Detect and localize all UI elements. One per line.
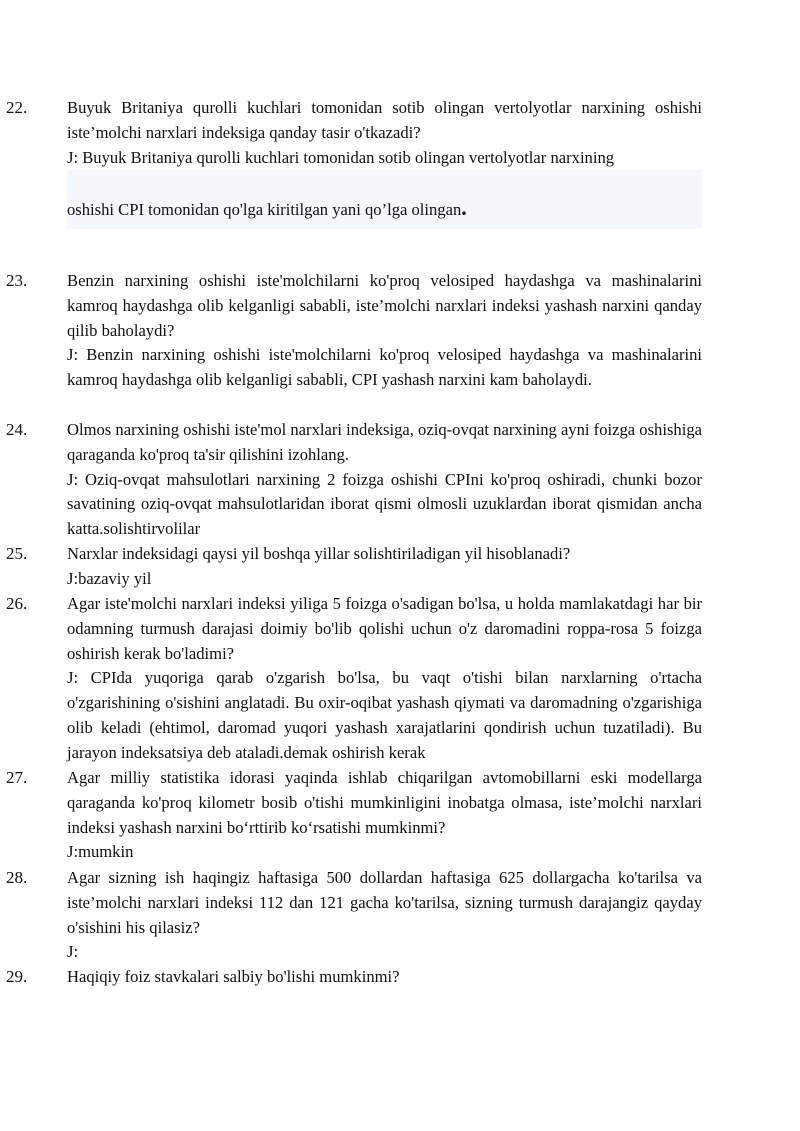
answer-text: J: [67,942,79,962]
question-text: Olmos narxining oshishi iste'mol narxlari indeksiga, oziq-ovqat narxining ayni foizga oshishiga qaraganda ko'proq ta'sir qilishini izohlang. [67,420,702,464]
answer-text: J: CPIda yuqoriga qarab o'zgarish bo'lsa, bu vaqt o'tishi bilan narxlarning o'rtacha o'zgarishining o'sishini anglatadi. Bu oxir-oqibat yashash qiymati va daromadning o'zgarishiga olib keladi (ehtimol, daromad yuqori yashash xarajatlarini qondirish uchun tuzatiladi). Bu jarayon indeksatsiya deb ataladi.demak oshirish kerak [67,668,702,762]
question-number: 29. [6,967,28,986]
question-body [67,418,702,542]
answer-line: oshishi CPI tomonidan qo'lga kiritilgan yani qo’lga olingan [67,200,462,220]
question-text: Narxlar indeksidagi qaysi yil boshqa yillar solishtiriladigan yil hisoblanadi? [67,544,571,563]
question-number: 28. [6,868,28,887]
question-number: 26. [6,594,28,613]
question-number: 22. [6,98,28,117]
question-body [67,269,702,393]
question-number: 24. [6,420,28,439]
question-text: Buyuk Britaniya qurolli kuchlari tomonidan sotib olingan vertolyotlar narxining oshishi iste’molchi narxlari indeksiga qanday tasir o'tkazadi? [67,98,702,142]
answer-text: J:mumkin [67,842,134,862]
question-body [67,866,702,965]
question-text: Haqiqiy foiz stavkalari salbiy bo'lishi mumkinmi? [67,967,400,986]
question-body [67,96,702,229]
answer-period: . [461,195,467,221]
question-body [67,542,702,592]
question-text: Agar milliy statistika idorasi yaqinda ishlab chiqarilgan avtomobillarni eski modellarga qaraganda ko'proq kilometr bosib o'tishi mumkinligini inobatga olmasa, iste’molchi narxlari indeksi yashash narxini bo‘rttirib ko‘rsatishi mumkinmi? [67,768,702,837]
question-body [67,592,702,766]
question-number: 23. [6,271,28,290]
question-number: 27. [6,768,28,787]
answer-line: J: Buyuk Britaniya qurolli kuchlari tomonidan sotib olingan vertolyotlar narxining [67,147,615,167]
question-body [67,766,702,865]
question-number: 25. [6,544,28,563]
answer-text: J:bazaviy yil [67,568,152,588]
question-body [67,965,702,990]
answer-text: J: Oziq-ovqat mahsulotlari narxining 2 foizga oshishi CPIni ko'proq oshiradi, chunki bozor savatining oziq-ovqat mahsulotlaridan iborat qismi olmosli uzuklardan iborat qismidan ancha katta.solishtirvolilar [67,469,702,539]
question-text: Benzin narxining oshishi iste'molchilarni ko'proq velosiped haydashga va mashinalarini kamroq haydashga olib kelganligi sababli, iste’molchi narxlari indeksi yashash narxini qanday qilib baholaydi? [67,271,702,340]
question-text: Agar sizning ish haqingiz haftasiga 500 dollardan haftasiga 625 dollargacha ko'tarilsa va iste’molchi narxlari indeksi 112 dan 121 gacha ko'tarilsa, sizning turmush darajangiz qayday o'sishini his qilasiz? [67,868,702,937]
question-text: Agar iste'molchi narxlari indeksi yiliga 5 foizga o'sadigan bo'lsa, u holda mamlakatdagi har bir odamning turmush darajasi doimiy bo'lib qolishi uchun o'z daromadini roppa-rosa 5 foizga oshirish kerak bo'ladimi? [67,594,702,663]
highlighted-answer-block [67,170,702,229]
answer-text: J: Benzin narxining oshishi iste'molchilarni ko'proq velosiped haydashga va mashinalarini kamroq haydashga olib kelganligi sababli, CPI yashash narxini kam baholaydi. [67,345,702,390]
